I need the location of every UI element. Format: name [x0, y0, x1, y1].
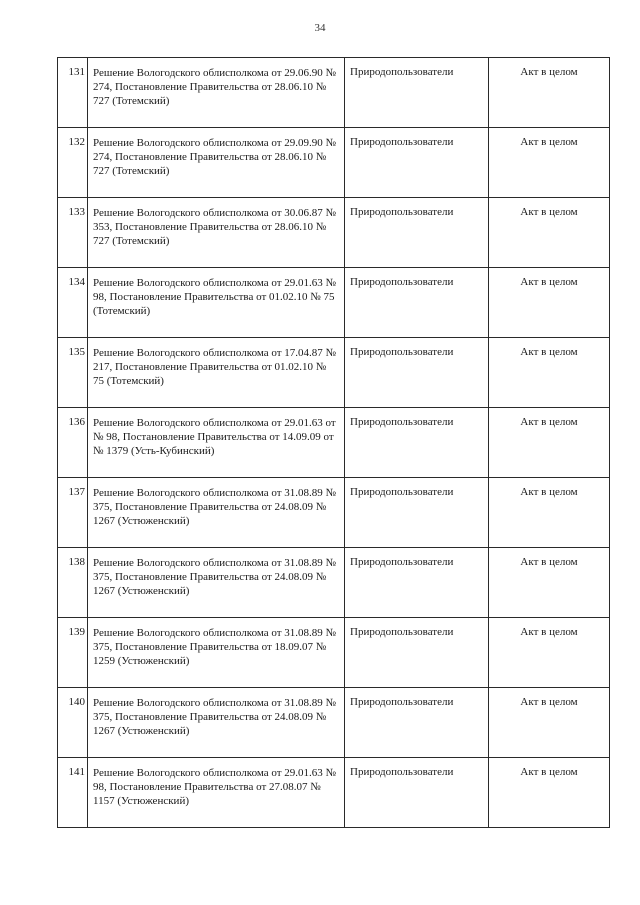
document-reference: Решение Вологодского облисполкома от 30.06.87 № 353, Постановление Правительства от 28.06.10 № 727 (Тотемский)	[88, 198, 345, 268]
row-number: 132	[58, 128, 88, 198]
subjects-cell: Природопользователи	[345, 338, 489, 408]
row-number: 140	[58, 688, 88, 758]
subjects-cell: Природопользователи	[345, 58, 489, 128]
table-row	[58, 688, 610, 758]
row-number: 137	[58, 478, 88, 548]
subjects-cell: Природопользователи	[345, 408, 489, 478]
page-number: 34	[314, 22, 326, 34]
table-row	[58, 268, 610, 338]
subjects-cell: Природопользователи	[345, 128, 489, 198]
acts-table-body	[58, 58, 610, 828]
row-number: 134	[58, 268, 88, 338]
subjects-cell: Природопользователи	[345, 548, 489, 618]
scope-cell: Акт в целом	[489, 408, 610, 478]
table-row	[58, 338, 610, 408]
row-number: 139	[58, 618, 88, 688]
scope-cell: Акт в целом	[489, 338, 610, 408]
document-reference: Решение Вологодского облисполкома от 29.01.63 № 98, Постановление Правительства от 01.02.10 № 75 (Тотемский)	[88, 268, 345, 338]
table-row	[58, 198, 610, 268]
document-reference: Решение Вологодского облисполкома от 31.08.89 № 375, Постановление Правительства от 24.08.09 № 1267 (Устюженский)	[88, 688, 345, 758]
table-row	[58, 128, 610, 198]
row-number: 141	[58, 758, 88, 828]
table-row	[58, 548, 610, 618]
table-row	[58, 478, 610, 548]
scope-cell: Акт в целом	[489, 548, 610, 618]
document-reference: Решение Вологодского облисполкома от 31.08.89 № 375, Постановление Правительства от 18.09.07 № 1259 (Устюженский)	[88, 618, 345, 688]
document-reference: Решение Вологодского облисполкома от 29.09.90 № 274, Постановление Правительства от 28.06.10 № 727 (Тотемский)	[88, 128, 345, 198]
scope-cell: Акт в целом	[489, 618, 610, 688]
table-row	[58, 58, 610, 128]
document-reference: Решение Вологодского облисполкома от 29.01.63 от № 98, Постановление Правительства от 14.09.09 от № 1379 (Усть-Кубинский)	[88, 408, 345, 478]
document-reference: Решение Вологодского облисполкома от 29.06.90 № 274, Постановление Правительства от 28.06.10 № 727 (Тотемский)	[88, 58, 345, 128]
document-reference: Решение Вологодского облисполкома от 31.08.89 № 375, Постановление Правительства от 24.08.09 № 1267 (Устюженский)	[88, 478, 345, 548]
scope-cell: Акт в целом	[489, 268, 610, 338]
table-row	[58, 408, 610, 478]
scope-cell: Акт в целом	[489, 128, 610, 198]
document-reference: Решение Вологодского облисполкома от 17.04.87 № 217, Постановление Правительства от 01.02.10 № 75 (Тотемский)	[88, 338, 345, 408]
subjects-cell: Природопользователи	[345, 688, 489, 758]
row-number: 136	[58, 408, 88, 478]
subjects-cell: Природопользователи	[345, 478, 489, 548]
scope-cell: Акт в целом	[489, 758, 610, 828]
scope-cell: Акт в целом	[489, 58, 610, 128]
table-row	[58, 618, 610, 688]
scope-cell: Акт в целом	[489, 688, 610, 758]
subjects-cell: Природопользователи	[345, 758, 489, 828]
scope-cell: Акт в целом	[489, 478, 610, 548]
table-row	[58, 758, 610, 828]
subjects-cell: Природопользователи	[345, 618, 489, 688]
scope-cell: Акт в целом	[489, 198, 610, 268]
row-number: 131	[58, 58, 88, 128]
row-number: 133	[58, 198, 88, 268]
row-number: 135	[58, 338, 88, 408]
row-number: 138	[58, 548, 88, 618]
document-reference: Решение Вологодского облисполкома от 31.08.89 № 375, Постановление Правительства от 24.08.09 № 1267 (Устюженский)	[88, 548, 345, 618]
subjects-cell: Природопользователи	[345, 268, 489, 338]
subjects-cell: Природопользователи	[345, 198, 489, 268]
document-reference: Решение Вологодского облисполкома от 29.01.63 № 98, Постановление Правительства от 27.08.07 № 1157 (Устюженский)	[88, 758, 345, 828]
acts-table	[57, 57, 610, 828]
